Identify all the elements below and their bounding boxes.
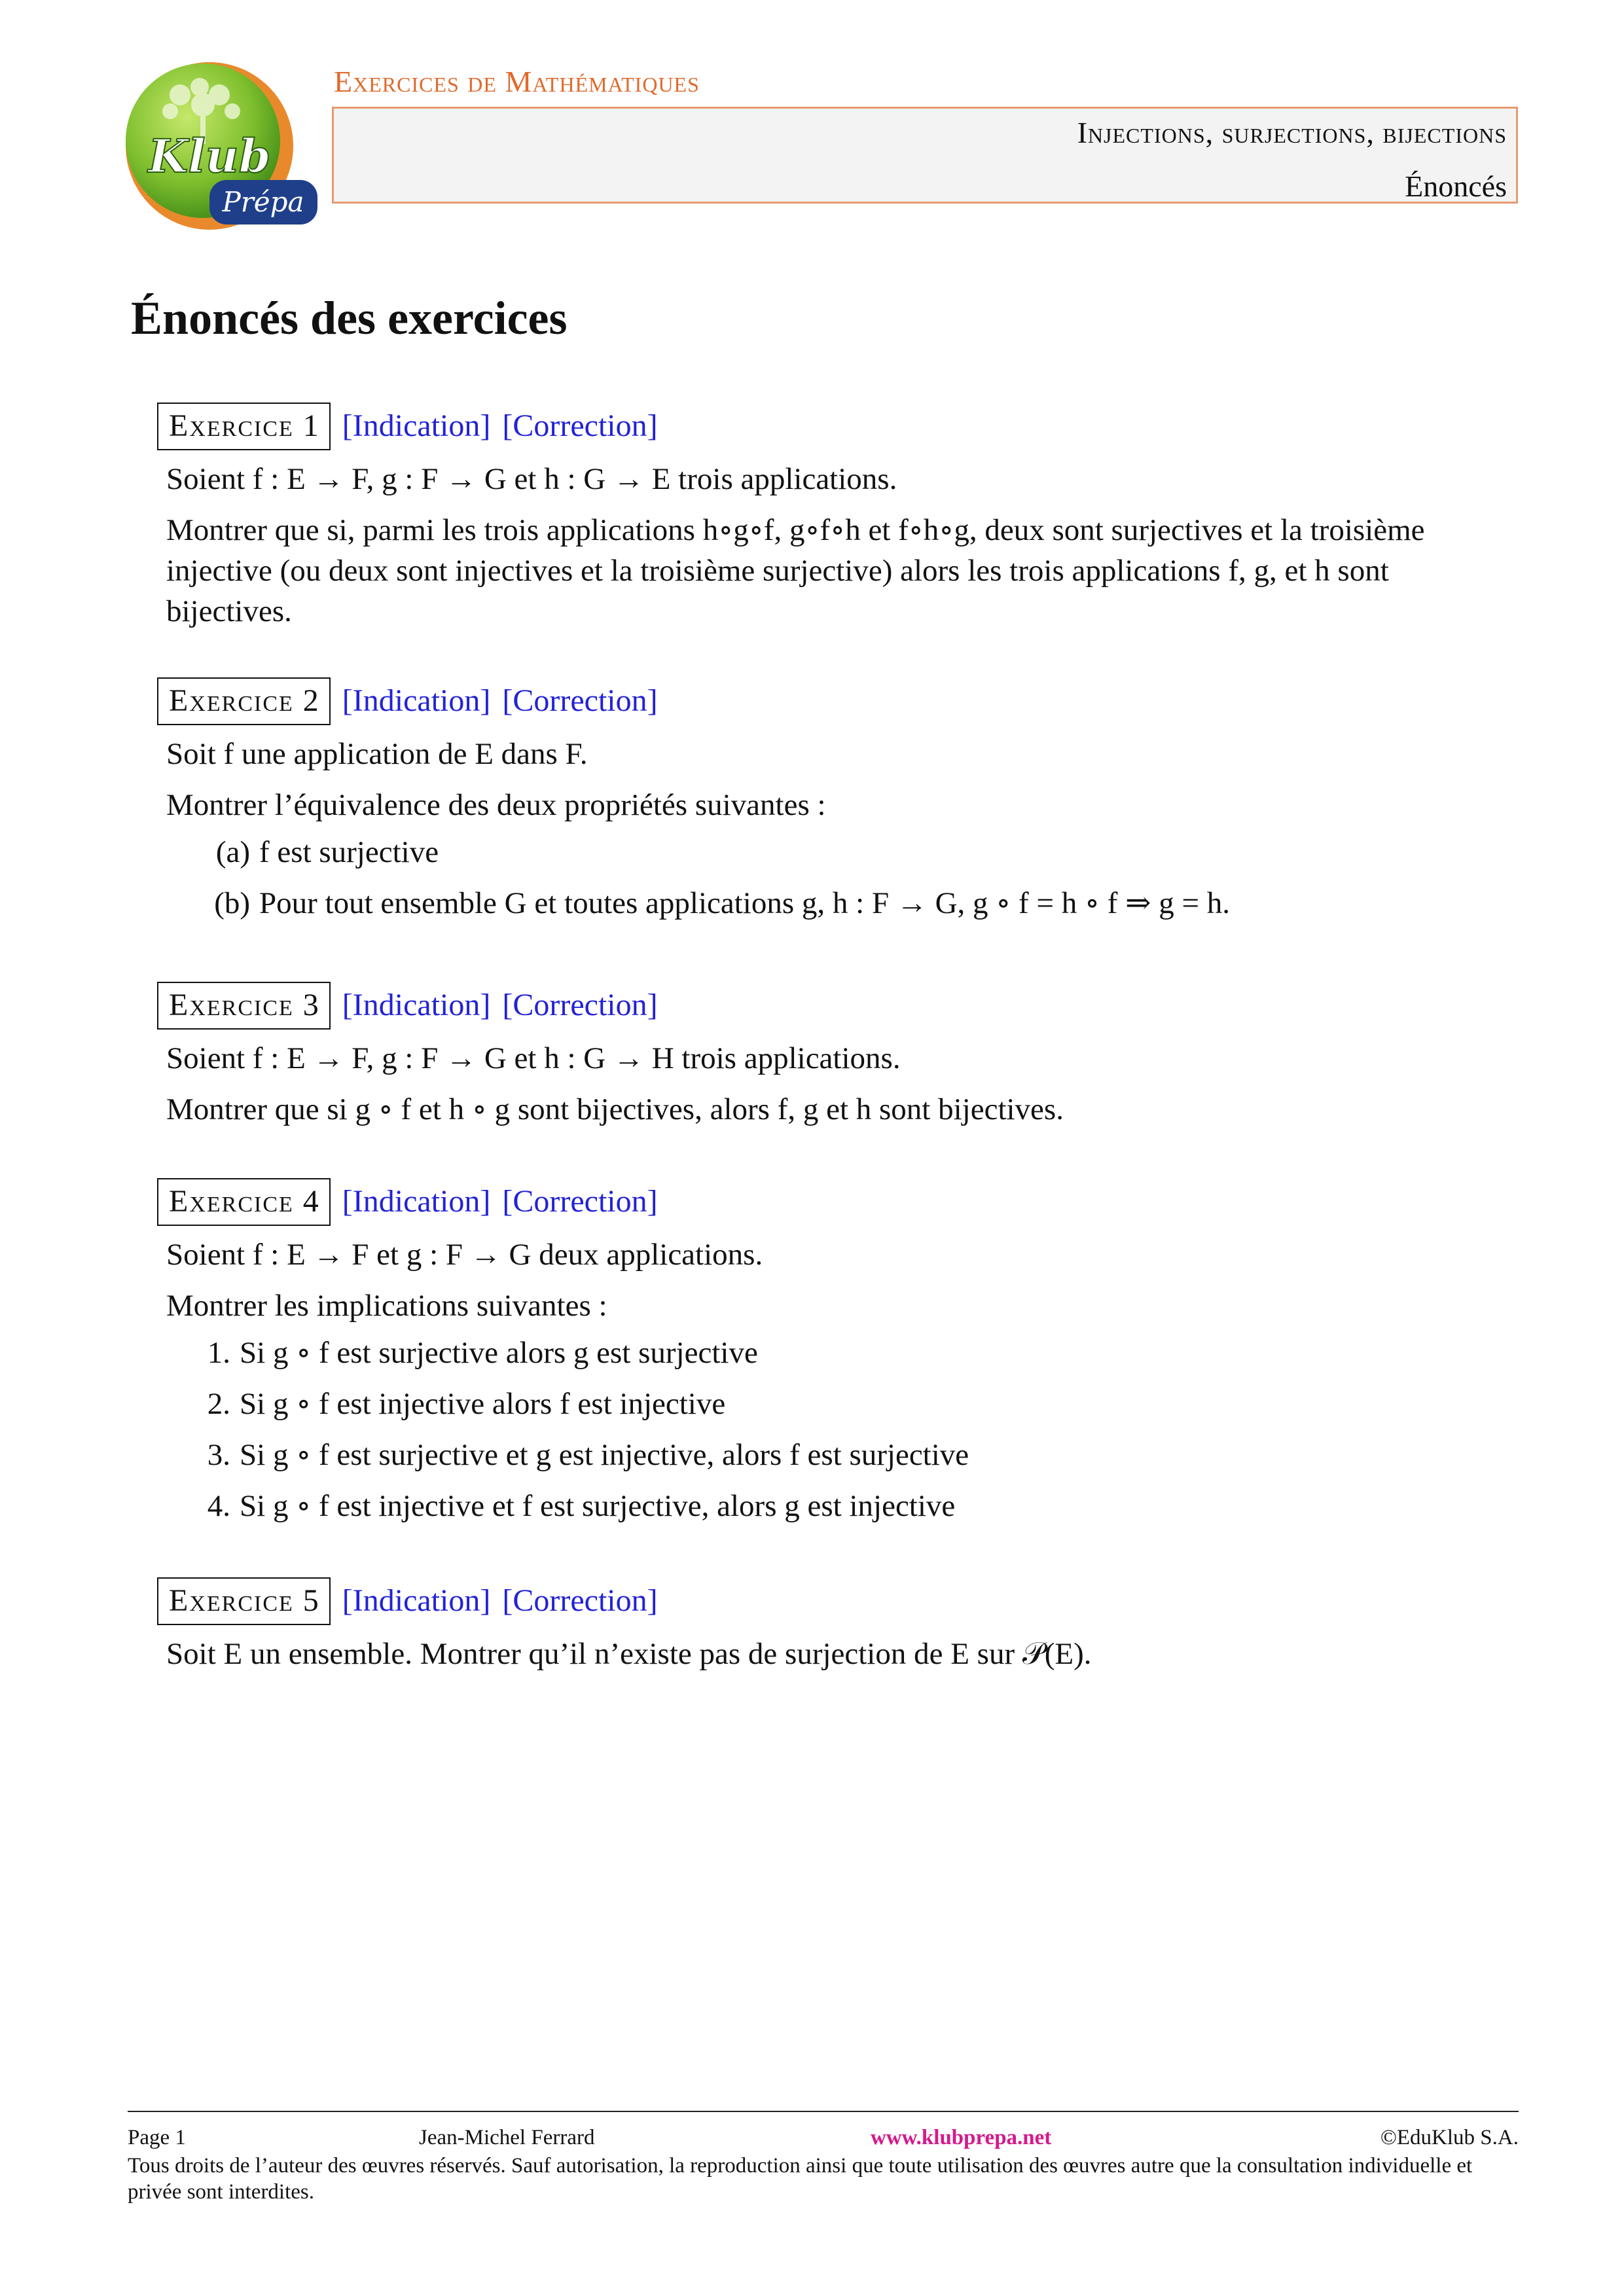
list-item: (b) Pour tout ensemble G et toutes applications g, h : F → G, g ∘ f = h ∘ f ⇒ g = h. bbox=[214, 886, 1231, 921]
header-box bbox=[332, 107, 1518, 204]
correction-link[interactable]: [Correction] bbox=[502, 988, 658, 1022]
exercise-label: Exercice 5 bbox=[157, 1577, 331, 1625]
footer-author: Jean-Michel Ferrard bbox=[419, 2126, 595, 2149]
logo-text-sub: Prépa bbox=[222, 186, 304, 218]
footer-website-link[interactable]: www.klubprepa.net bbox=[871, 2126, 1052, 2149]
footer-divider bbox=[128, 2111, 1519, 2112]
exercise-text: Soient f : E → F, g : F → G et h : G → H trois applications. bbox=[166, 1041, 901, 1075]
correction-link[interactable]: [Correction] bbox=[502, 408, 658, 443]
exercise-label: Exercice 1 bbox=[157, 403, 331, 450]
indication-link[interactable]: [Indication] bbox=[342, 683, 491, 718]
exercise-text: Montrer que si, parmi les trois applications h∘g∘f, g∘f∘h et f∘h∘g, deux sont surjectives et la troisième injective (ou deux sont injectives et la troisième surjective) alors les trois applications f, g, et h sont bijectives. bbox=[166, 513, 1425, 629]
exercise-text: Soit E un ensemble. Montrer qu’il n’existe pas de surjection de E sur 𝒫(E). bbox=[166, 1637, 1092, 1671]
indication-link[interactable]: [Indication] bbox=[342, 408, 491, 443]
correction-link[interactable]: [Correction] bbox=[502, 1583, 658, 1618]
exercise-1 bbox=[157, 403, 1519, 632]
footer-rights-notice: Tous droits de l’auteur des œuvres réservés. Sauf autorisation, la reproduction ainsi que toute utilisation des œuvres autre que la consultation individuelle et privée sont interdites. bbox=[128, 2154, 1473, 2204]
property-list bbox=[157, 832, 1519, 924]
logo-text-main: Klub bbox=[148, 129, 271, 183]
indication-link[interactable]: [Indication] bbox=[342, 1184, 491, 1219]
list-item: 1. Si g ∘ f est surjective alors g est surjective bbox=[207, 1336, 758, 1371]
exercise-text: Montrer que si g ∘ f et h ∘ g sont bijectives, alors f, g et h sont bijectives. bbox=[166, 1092, 1064, 1127]
exercise-label: Exercice 3 bbox=[157, 982, 331, 1030]
list-item: 4. Si g ∘ f est injective et f est surjective, alors g est injective bbox=[207, 1489, 956, 1524]
implication-list bbox=[157, 1333, 1519, 1526]
exercise-header bbox=[157, 982, 1519, 1028]
exercise-text: Montrer les implications suivantes : bbox=[166, 1289, 607, 1323]
exercise-header bbox=[157, 677, 1519, 723]
indication-link[interactable]: [Indication] bbox=[342, 1583, 491, 1618]
exercise-header bbox=[157, 1577, 1519, 1623]
exercise-header bbox=[157, 403, 1519, 448]
exercise-text: Soit f une application de E dans F. bbox=[166, 737, 588, 771]
exercise-2 bbox=[157, 677, 1519, 934]
page-title: Énoncés des exercices bbox=[131, 292, 568, 344]
list-item: 2. Si g ∘ f est injective alors f est injective bbox=[207, 1387, 726, 1422]
exercise-text: Montrer l’équivalence des deux propriétés suivantes : bbox=[166, 788, 826, 823]
list-item: 3. Si g ∘ f est surjective et g est injective, alors f est surjective bbox=[207, 1438, 969, 1473]
correction-link[interactable]: [Correction] bbox=[502, 683, 658, 718]
klubprepa-logo bbox=[111, 56, 321, 232]
indication-link[interactable]: [Indication] bbox=[342, 988, 491, 1022]
exercise-label: Exercice 4 bbox=[157, 1178, 331, 1226]
exercise-text: Soient f : E → F et g : F → G deux applications. bbox=[166, 1238, 763, 1272]
header-course-title: Exercices de Mathématiques bbox=[334, 65, 700, 98]
header-section: Énoncés bbox=[1405, 170, 1507, 203]
exercise-4 bbox=[157, 1178, 1519, 1537]
exercise-3 bbox=[157, 982, 1519, 1130]
exercise-label: Exercice 2 bbox=[157, 677, 331, 725]
exercise-header bbox=[157, 1178, 1519, 1224]
exercise-text: Soient f : E → F, g : F → G et h : G → E trois applications. bbox=[166, 462, 897, 496]
footer-copyright: ©EduKlub S.A. bbox=[1380, 2126, 1519, 2149]
correction-link[interactable]: [Correction] bbox=[502, 1184, 658, 1219]
list-item: (a) f est surjective bbox=[215, 835, 439, 870]
header-chapter: Injections, surjections, bijections bbox=[1077, 116, 1507, 149]
exercise-5 bbox=[157, 1577, 1519, 1674]
footer-page-number: Page 1 bbox=[128, 2126, 186, 2149]
